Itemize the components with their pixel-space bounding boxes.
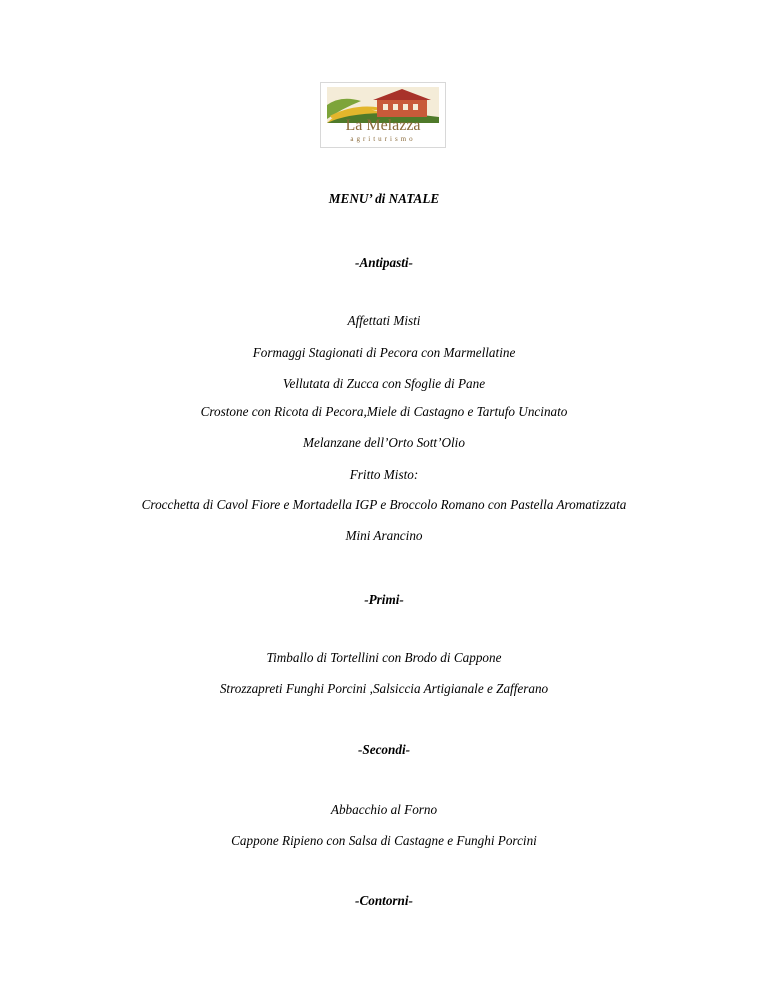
logo-brand-text: La Melazza [345,117,421,134]
section-heading-secondi: -Secondi- [357,742,410,757]
menu-item: Cappone Ripieno con Salsa di Castagne e Funghi Porcini [231,833,537,848]
menu-item: Abbacchio al Forno [330,802,438,817]
section-heading-contorni: -Contorni- [355,893,413,908]
section-heading-antipasti: -Antipasti- [355,255,413,270]
logo-tagline-text: agriturismo [350,135,416,143]
menu-item: Fritto Misto: [349,467,419,482]
menu-item: Mini Arancino [345,528,423,543]
logo-artwork [321,83,445,147]
menu-item: Melanzane dell’Orto Sott’Olio [303,435,465,450]
menu-title: MENU’ di NATALE [328,191,440,206]
section-heading-primi: -Primi- [364,592,404,607]
menu-item: Affettati Misti [347,313,421,328]
menu-item: Formaggi Stagionati di Pecora con Marmellatine [252,345,516,360]
menu-item: Strozzapreti Funghi Porcini ,Salsiccia Artigianale e Zafferano [219,681,549,696]
la-melazza-logo [320,82,446,148]
menu-item: Crostone con Ricota di Pecora,Miele di Castagno e Tartufo Uncinato [200,404,568,419]
menu-item: Vellutata di Zucca con Sfoglie di Pane [282,376,486,391]
menu-item: Crocchetta di Cavol Fiore e Mortadella IGP e Broccolo Romano con Pastella Aromatizzata [141,497,627,512]
menu-item: Timballo di Tortellini con Brodo di Cappone [266,650,502,665]
